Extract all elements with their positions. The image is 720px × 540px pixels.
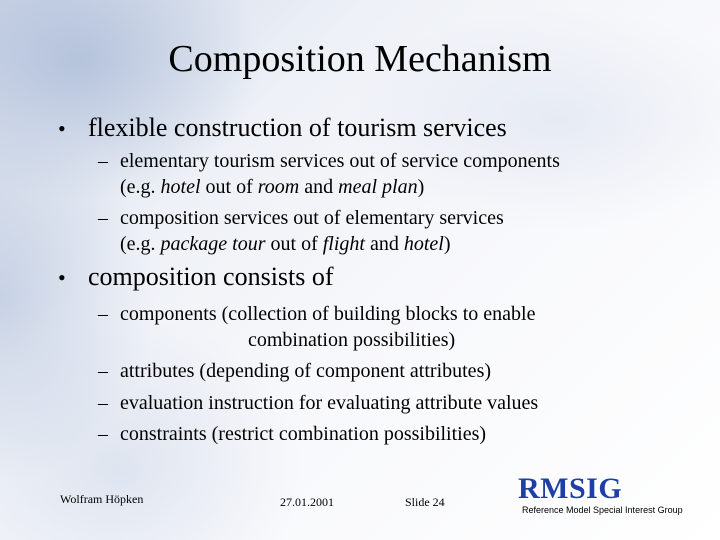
dash-glyph: –	[98, 150, 108, 172]
footer-author: Wolfram Höpken	[60, 492, 144, 506]
text-part: )	[417, 176, 425, 198]
sub-item-text: elementary tourism services out of service components	[120, 150, 560, 172]
dash-glyph: –	[98, 392, 108, 414]
footer-date: 27.01.2001	[280, 495, 334, 509]
text-part: and	[299, 176, 339, 198]
sub-item-text: attributes (depending of component attributes)	[120, 360, 492, 382]
text-part: and	[364, 233, 404, 255]
italic-term: hotel	[403, 233, 444, 255]
dash-glyph: –	[98, 303, 108, 325]
dash-glyph: –	[98, 423, 108, 445]
sub-item-text: evaluation instruction for evaluating attribute values	[120, 392, 539, 414]
italic-term: flight	[322, 233, 365, 255]
sub-item-text-line2: combination possibilities)	[248, 329, 456, 351]
italic-term: hotel	[160, 176, 201, 198]
footer-slide-number: Slide 24	[405, 495, 445, 509]
sub-item-text: constraints (restrict combination possibilities)	[120, 423, 487, 445]
slide-title: Composition Mechanism	[168, 38, 552, 80]
bullet-glyph: •	[58, 265, 66, 290]
sub-item-text-line2	[120, 174, 424, 201]
italic-term: room	[257, 176, 300, 198]
rmsig-logo: RMSIG	[518, 472, 623, 505]
sub-item-text: components (collection of building blocks to enable	[120, 303, 536, 325]
text-part: )	[443, 233, 451, 255]
italic-term: package tour	[160, 233, 266, 255]
dash-glyph: –	[98, 360, 108, 382]
text-part: (e.g.	[120, 233, 161, 255]
bullet-glyph: •	[58, 116, 66, 141]
bullet-text: flexible construction of tourism services	[88, 113, 507, 142]
sub-item-text: composition services out of elementary services	[120, 207, 504, 229]
text-part: out of	[200, 176, 258, 198]
italic-term: meal plan	[338, 176, 418, 198]
text-part: (e.g.	[120, 176, 161, 198]
text-part: out of	[265, 233, 323, 255]
sub-item-text-line2	[120, 231, 451, 258]
bullet-text: composition consists of	[88, 262, 334, 291]
rmsig-logo-subtitle: Reference Model Special Interest Group	[522, 505, 683, 515]
dash-glyph: –	[98, 207, 108, 229]
